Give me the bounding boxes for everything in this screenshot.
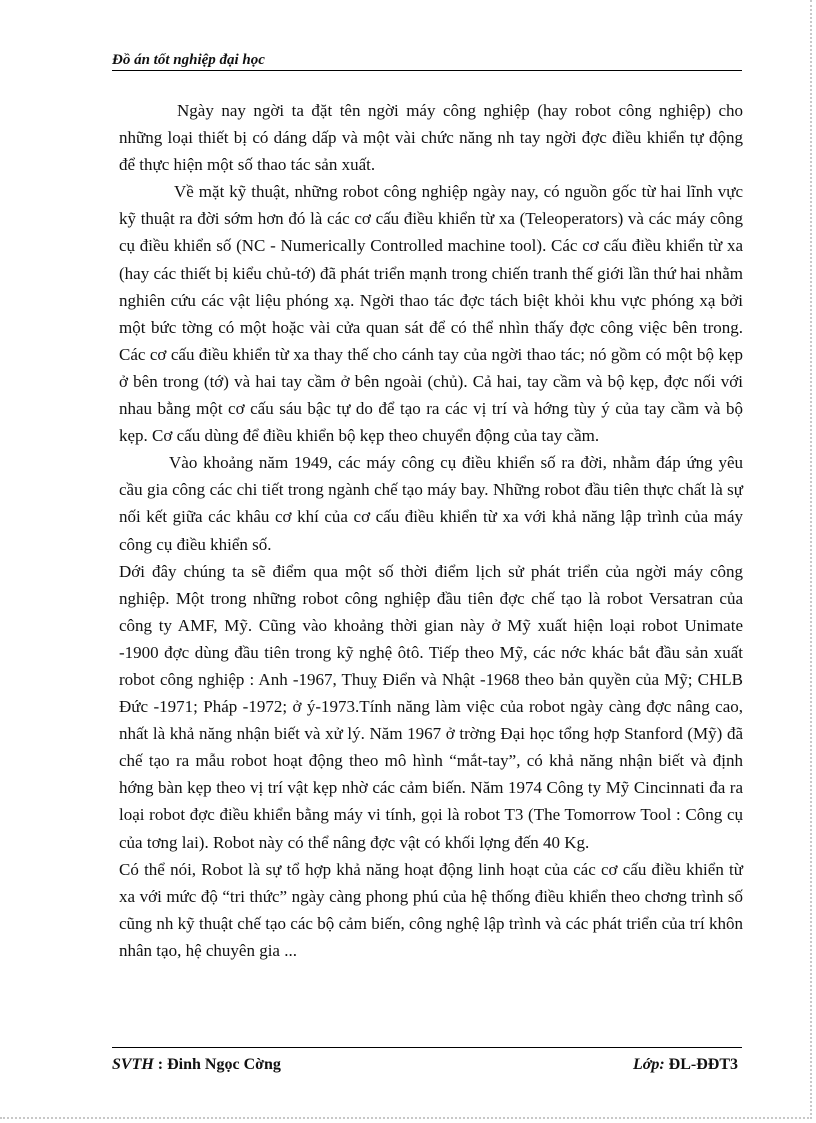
paragraph-2: Về mặt kỹ thuật, những robot công nghiệp ngày nay, có nguồn gốc từ hai lĩnh vực kỹ thuật ra đời sớm hơn đó là các cơ cấu điều khiển từ xa (Teleoperators) và các máy công cụ điều khiển số (NC - Numerically Controlled machine tool). Các cơ cấu điều khiển từ xa (hay các thiết bị kiểu chủ-tớ) đã phát triển mạnh trong chiến tranh thế giới lần thứ hai nhằm nghiên cứu các vật liệu phóng xạ. Ngời thao tác đợc tách biệt khỏi khu vực phóng xạ bởi một bức tờng có một hoặc vài cửa quan sát để có thể nhìn thấy đợc công việc bên trong. Các cơ cấu điều khiển từ xa thay thế cho cánh tay của ngời thao tác; nó gồm có một bộ kẹp ở bên trong (tớ) và hai tay cầm ở bên ngoài (chủ). Cả hai, tay cầm và bộ kẹp, đợc nối với nhau bằng một cơ cấu sáu bậc tự do để tạo ra các vị trí và hớng tùy ý của tay cầm và bộ kẹp. Cơ cấu dùng để điều khiển bộ kẹp theo chuyển động của tay cầm. [119,182,743,446]
paragraph-4: Dới đây chúng ta sẽ điểm qua một số thời điểm lịch sử phát triển của ngời máy công nghiệp. Một trong những robot công nghiệp đầu tiên đợc chế tạo là robot Versatran của công ty AMF, Mỹ. Cũng vào khoảng thời gian này ở Mỹ xuất hiện loại robot Unimate -1900 đợc dùng đầu tiên trong kỹ nghệ ôtô. Tiếp theo Mỹ, các nớc khác bắt đầu sản xuất robot công nghiệp : Anh -1967, Thuỵ Điển và Nhật -1968 theo bản quyền của Mỹ; CHLB Đức -1971; Pháp -1972; ở ý-1973.Tính năng làm việc của robot ngày càng đợc nâng cao, nhất là khả năng nhận biết và xử lý. Năm 1967 ở trờng Đại học tổng hợp Stanford (Mỹ) đã chế tạo ra mẫu robot hoạt động theo mô hình “mắt-tay”, có khả năng nhận biết và định hớng bàn kẹp theo vị trí vật kẹp nhờ các cảm biến. Năm 1974 Công ty Mỹ Cincinnati đa ra loại robot đợc điều khiển bằng máy vi tính, gọi là robot T3 (The Tomorrow Tool : Công cụ của tơng lai). Robot này có thể nâng đợc vật có khối lợng đến 40 Kg. [119,561,743,852]
student-label: SVTH [112,1056,154,1073]
class-label: Lớp: [632,1056,665,1073]
footer-class [633,1056,738,1074]
student-name: Đinh Ngọc Cờng [167,1056,281,1073]
page-footer [112,1047,742,1078]
paragraph-1: Ngày nay ngời ta đặt tên ngời máy công nghiệp (hay robot công nghiệp) cho những loại thiết bị có dáng dấp và một vài chức năng nh tay ngời đợc điều khiển tự động để thực hiện một số thao tác sản xuất. [119,101,743,175]
document-body [119,97,743,964]
page-header [112,50,742,71]
header-title: Đồ án tốt nghiệp đại học [112,52,265,68]
paragraph-5: Có thể nói, Robot là sự tổ hợp khả năng hoạt động linh hoạt của các cơ cấu điều khiển từ xa với mức độ “tri thức” ngày càng phong phú của hệ thống điều khiển theo chơng trình số cũng nh kỹ thuật chế tạo các bộ cảm biến, công nghệ lập trình và các phát triển của trí khôn nhân tạo, hệ chuyên gia ... [119,859,743,960]
paragraph-3: Vào khoảng năm 1949, các máy công cụ điều khiển số ra đời, nhằm đáp ứng yêu cầu gia công các chi tiết trong ngành chế tạo máy bay. Những robot đầu tiên thực chất là sự nối kết giữa các khâu cơ khí của cơ cấu điều khiển từ xa với khả năng lập trình của máy công cụ điều khiển số. [119,453,743,554]
class-value: ĐL-ĐĐT3 [668,1056,738,1073]
footer-student [112,1056,281,1074]
student-separator: : [153,1056,168,1073]
